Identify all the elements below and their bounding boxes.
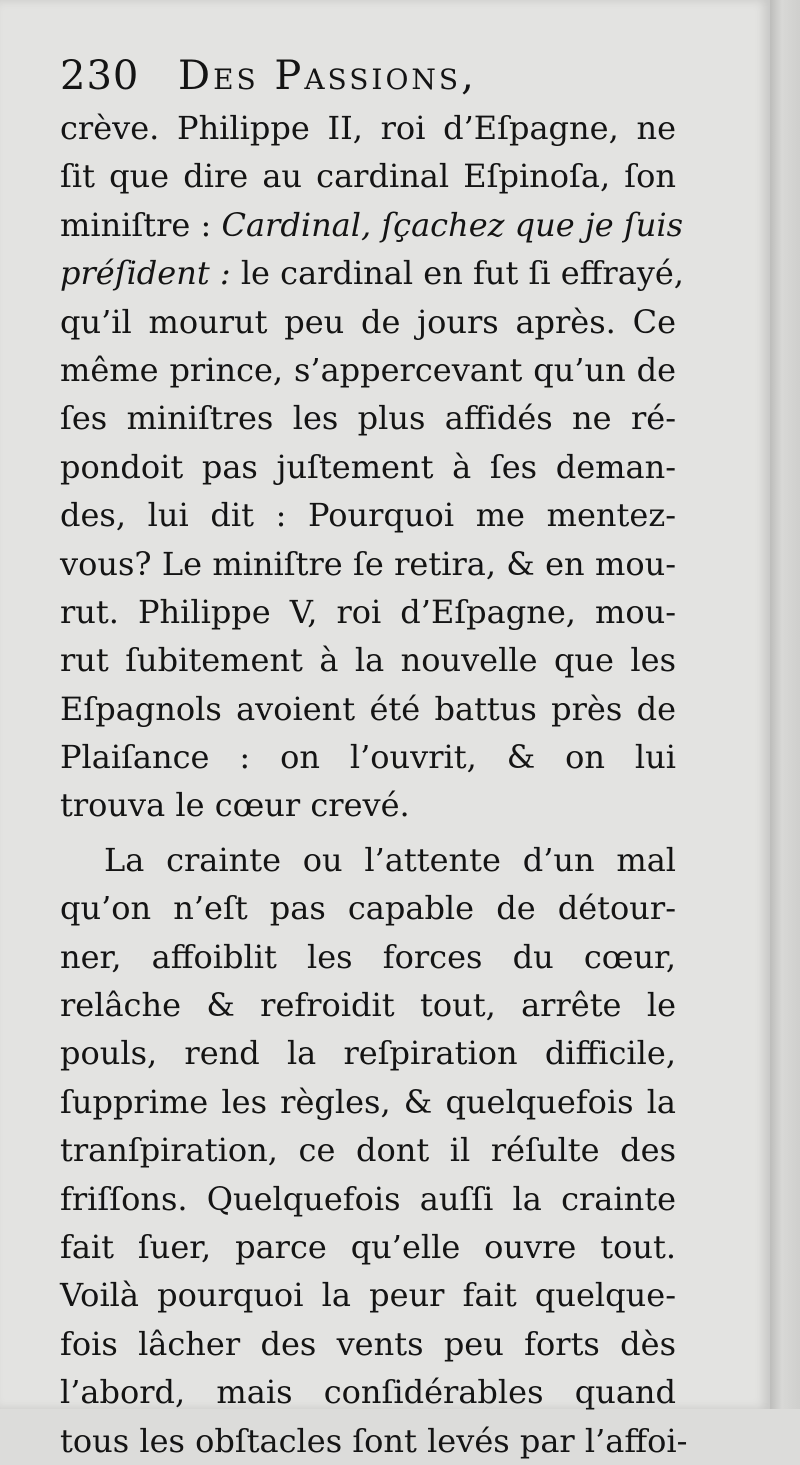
page-edge: [770, 0, 800, 1409]
quoted-speech-end: préſident :: [60, 254, 231, 293]
text-line: [60, 201, 684, 249]
running-title: Des Passions,: [178, 53, 477, 99]
text-line: friſſons. Quelquefois auſſi la crainte: [60, 1179, 676, 1218]
text-segment: le cardinal en fut ſi effrayé,: [230, 254, 684, 293]
text-line: vous? Le miniſtre ſe retira, & en mou-: [60, 544, 676, 583]
text-line: ſupprime les règles, & quelquefois la: [60, 1082, 676, 1121]
text-line: rut ſubitement à la nouvelle que les: [60, 641, 676, 680]
text-line: qu’on n’eſt pas capable de détour-: [60, 889, 676, 928]
text-line: [60, 249, 684, 297]
text-line: pondoit pas juſtement à ſes deman-: [60, 447, 676, 486]
text-line: l’abord, mais conſidérables quand: [60, 1373, 676, 1412]
text-line: ner, affoiblit les forces du cœur,: [60, 937, 676, 976]
text-line: rut. Philippe V, roi d’Eſpagne, mou-: [60, 592, 676, 631]
text-line: Voilà pourquoi la peur fait quelque-: [60, 1276, 676, 1315]
paragraph-2: [60, 836, 688, 1465]
running-header: [60, 48, 676, 104]
text-line: fois lâcher des vents peu forts dès: [60, 1324, 676, 1363]
text-line: tranſpiration, ce dont il réſulte des: [60, 1131, 676, 1170]
text-line: même prince, s’appercevant qu’un de: [60, 350, 676, 389]
text-line: des, lui dit : Pourquoi me mentez-: [60, 496, 676, 535]
paragraph-1: [60, 104, 684, 830]
text-line: Plaiſance : on l’ouvrit, & on lui: [60, 738, 676, 777]
text-line: ſit que dire au cardinal Eſpinoſa, ſon: [60, 157, 676, 196]
text-line: Eſpagnols avoient été battus près de: [60, 689, 676, 728]
text-segment: miniſtre :: [60, 205, 222, 244]
text-line: fait ſuer, parce qu’elle ouvre tout.: [60, 1227, 676, 1266]
text-line: tous les obſtacles ſont levés par l’affoi-: [60, 1421, 688, 1460]
text-line: qu’il mourut peu de jours après. Ce: [60, 302, 676, 341]
text-line: relâche & refroidit tout, arrête le: [60, 986, 676, 1025]
text-line: pouls, rend la reſpiration difficile,: [60, 1034, 676, 1073]
page-text: [60, 48, 688, 1465]
text-line: trouva le cœur crevé.: [60, 786, 410, 825]
page-number: 230: [60, 53, 140, 99]
text-line: crève. Philippe II, roi d’Eſpagne, ne: [60, 109, 676, 147]
text-line: La crainte ou l’attente d’un mal: [104, 840, 676, 879]
quoted-speech: Cardinal, ſçachez que je ſuis: [221, 205, 684, 244]
text-line: ſes miniſtres les plus affidés ne ré-: [60, 399, 676, 438]
